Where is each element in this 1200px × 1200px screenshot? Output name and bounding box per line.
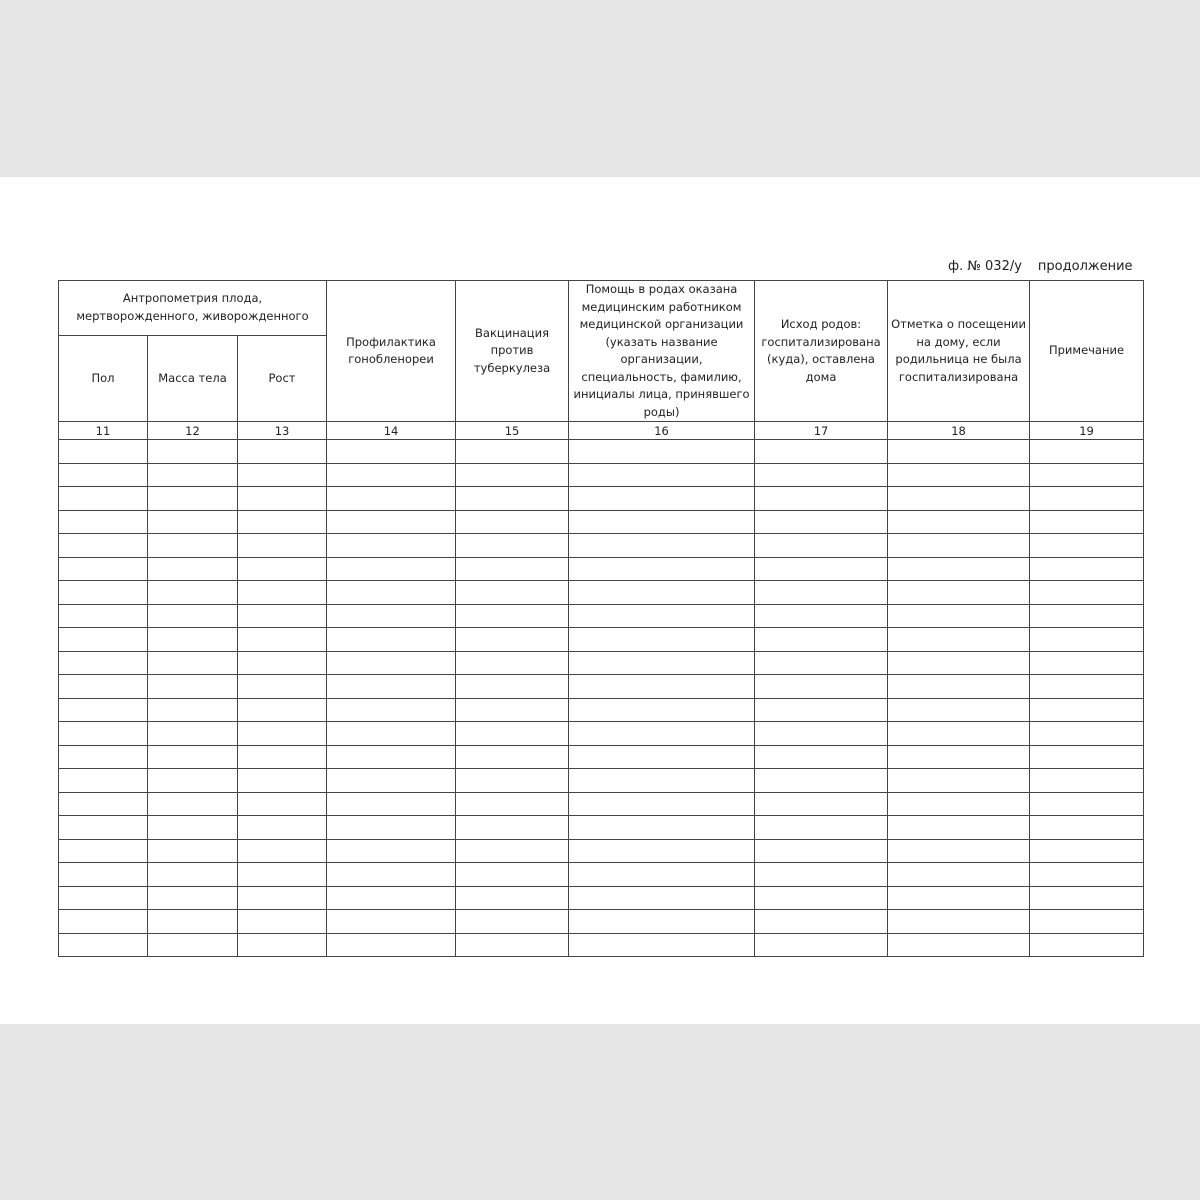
table-cell-col-11[interactable]	[59, 863, 148, 887]
form-code: ф. № 032/у	[948, 259, 1022, 274]
table-row	[59, 557, 1144, 581]
register-table	[58, 280, 1144, 957]
table-cell-col-16[interactable]	[569, 557, 755, 581]
table-row	[59, 487, 1144, 511]
table-cell-col-19[interactable]	[1030, 886, 1144, 910]
table-row	[59, 440, 1144, 464]
table-cell-col-14[interactable]	[327, 628, 456, 652]
table-row	[59, 651, 1144, 675]
table-cell-col-19[interactable]	[1030, 604, 1144, 628]
table-cell-col-11[interactable]	[59, 651, 148, 675]
table-row	[59, 792, 1144, 816]
table-cell-col-17[interactable]	[755, 745, 888, 769]
table-cell-col-15[interactable]	[456, 604, 569, 628]
table-cell-col-14[interactable]	[327, 792, 456, 816]
table-cell-col-18[interactable]	[888, 745, 1030, 769]
table-cell-col-11[interactable]	[59, 816, 148, 840]
table-cell-col-18[interactable]	[888, 698, 1030, 722]
table-cell-col-17[interactable]	[755, 933, 888, 957]
table-cell-col-14[interactable]	[327, 769, 456, 793]
table-cell-col-12[interactable]	[148, 487, 238, 511]
table-cell-col-19[interactable]	[1030, 839, 1144, 863]
table-cell-col-13[interactable]	[238, 910, 327, 934]
table-cell-col-15[interactable]	[456, 557, 569, 581]
table-cell-col-11[interactable]	[59, 698, 148, 722]
col-12-header: Масса тела	[148, 335, 238, 421]
table-cell-col-16[interactable]	[569, 487, 755, 511]
table-cell-col-17[interactable]	[755, 651, 888, 675]
table-cell-col-13[interactable]	[238, 651, 327, 675]
table-row	[59, 816, 1144, 840]
table-cell-col-13[interactable]	[238, 604, 327, 628]
table-cell-col-15[interactable]	[456, 722, 569, 746]
table-cell-col-18[interactable]	[888, 886, 1030, 910]
table-cell-col-15[interactable]	[456, 839, 569, 863]
table-cell-col-14[interactable]	[327, 745, 456, 769]
table-cell-col-14[interactable]	[327, 886, 456, 910]
table-cell-col-14[interactable]	[327, 534, 456, 558]
table-cell-col-15[interactable]	[456, 698, 569, 722]
table-cell-col-16[interactable]	[569, 933, 755, 957]
table-cell-col-14[interactable]	[327, 863, 456, 887]
table-cell-col-17[interactable]	[755, 769, 888, 793]
column-number: 19	[1030, 422, 1144, 440]
table-cell-col-11[interactable]	[59, 886, 148, 910]
table-cell-col-15[interactable]	[456, 440, 569, 464]
table-cell-col-14[interactable]	[327, 722, 456, 746]
table-cell-col-19[interactable]	[1030, 534, 1144, 558]
table-cell-col-16[interactable]	[569, 839, 755, 863]
table-cell-col-11[interactable]	[59, 463, 148, 487]
col-13-header: Рост	[238, 335, 327, 421]
table-cell-col-14[interactable]	[327, 910, 456, 934]
table-cell-col-16[interactable]	[569, 581, 755, 605]
continuation-label: продолжение	[1037, 259, 1133, 274]
table-cell-col-15[interactable]	[456, 886, 569, 910]
table-cell-col-11[interactable]	[59, 440, 148, 464]
table-cell-col-15[interactable]	[456, 463, 569, 487]
table-cell-col-12[interactable]	[148, 581, 238, 605]
table-cell-col-16[interactable]	[569, 863, 755, 887]
table-cell-col-16[interactable]	[569, 675, 755, 699]
table-cell-col-18[interactable]	[888, 487, 1030, 511]
table-row	[59, 886, 1144, 910]
form-sheet	[0, 177, 1200, 1024]
table-cell-col-15[interactable]	[456, 769, 569, 793]
table-cell-col-12[interactable]	[148, 675, 238, 699]
table-cell-col-11[interactable]	[59, 933, 148, 957]
table-cell-col-18[interactable]	[888, 651, 1030, 675]
col-14-header: Профилактика гонобленореи	[327, 281, 456, 422]
table-cell-col-18[interactable]	[888, 581, 1030, 605]
table-cell-col-13[interactable]	[238, 722, 327, 746]
table-cell-col-16[interactable]	[569, 886, 755, 910]
table-cell-col-18[interactable]	[888, 792, 1030, 816]
table-cell-col-19[interactable]	[1030, 557, 1144, 581]
table-cell-col-14[interactable]	[327, 651, 456, 675]
table-cell-col-16[interactable]	[569, 510, 755, 534]
table-cell-col-14[interactable]	[327, 698, 456, 722]
table-cell-col-18[interactable]	[888, 769, 1030, 793]
table-cell-col-18[interactable]	[888, 463, 1030, 487]
table-cell-col-14[interactable]	[327, 839, 456, 863]
table-cell-col-11[interactable]	[59, 769, 148, 793]
table-cell-col-12[interactable]	[148, 863, 238, 887]
table-row	[59, 910, 1144, 934]
table-cell-col-19[interactable]	[1030, 769, 1144, 793]
table-row	[59, 534, 1144, 558]
column-number: 18	[888, 422, 1030, 440]
table-cell-col-17[interactable]	[755, 487, 888, 511]
table-cell-col-15[interactable]	[456, 487, 569, 511]
table-cell-col-17[interactable]	[755, 886, 888, 910]
column-number: 15	[456, 422, 569, 440]
table-cell-col-13[interactable]	[238, 628, 327, 652]
table-cell-col-14[interactable]	[327, 487, 456, 511]
table-cell-col-17[interactable]	[755, 698, 888, 722]
table-cell-col-15[interactable]	[456, 816, 569, 840]
table-cell-col-14[interactable]	[327, 675, 456, 699]
table-cell-col-18[interactable]	[888, 722, 1030, 746]
col-16-header: Помощь в родах оказана медицинским работником медицинской организации (указать название организации, специальность, фамилию, инициалы лица, принявшего роды)	[569, 281, 755, 422]
table-cell-col-18[interactable]	[888, 839, 1030, 863]
col-11-header: Пол	[59, 335, 148, 421]
table-cell-col-17[interactable]	[755, 722, 888, 746]
table-cell-col-12[interactable]	[148, 604, 238, 628]
table-cell-col-18[interactable]	[888, 933, 1030, 957]
column-number: 13	[238, 422, 327, 440]
table-cell-col-11[interactable]	[59, 839, 148, 863]
table-cell-col-15[interactable]	[456, 933, 569, 957]
table-cell-col-16[interactable]	[569, 769, 755, 793]
table-row	[59, 628, 1144, 652]
table-cell-col-13[interactable]	[238, 816, 327, 840]
table-cell-col-18[interactable]	[888, 510, 1030, 534]
table-cell-col-15[interactable]	[456, 581, 569, 605]
table-cell-col-15[interactable]	[456, 792, 569, 816]
table-cell-col-14[interactable]	[327, 557, 456, 581]
table-cell-col-13[interactable]	[238, 534, 327, 558]
table-row	[59, 722, 1144, 746]
table-cell-col-12[interactable]	[148, 440, 238, 464]
table-cell-col-11[interactable]	[59, 628, 148, 652]
table-cell-col-12[interactable]	[148, 534, 238, 558]
table-cell-col-16[interactable]	[569, 463, 755, 487]
table-cell-col-11[interactable]	[59, 487, 148, 511]
table-cell-col-19[interactable]	[1030, 722, 1144, 746]
table-cell-col-11[interactable]	[59, 745, 148, 769]
table-cell-col-13[interactable]	[238, 463, 327, 487]
table-cell-col-11[interactable]	[59, 910, 148, 934]
table-cell-col-19[interactable]	[1030, 792, 1144, 816]
anthropometry-group-header: Антропометрия плода, мертворожденного, живорожденного	[59, 281, 327, 336]
table-cell-col-11[interactable]	[59, 604, 148, 628]
table-cell-col-18[interactable]	[888, 628, 1030, 652]
table-cell-col-19[interactable]	[1030, 698, 1144, 722]
table-cell-col-19[interactable]	[1030, 816, 1144, 840]
table-cell-col-16[interactable]	[569, 440, 755, 464]
table-cell-col-17[interactable]	[755, 675, 888, 699]
table-cell-col-11[interactable]	[59, 792, 148, 816]
table-cell-col-13[interactable]	[238, 933, 327, 957]
col-15-header: Вакцинация против туберкулеза	[456, 281, 569, 422]
table-cell-col-12[interactable]	[148, 722, 238, 746]
table-cell-col-18[interactable]	[888, 863, 1030, 887]
table-cell-col-19[interactable]	[1030, 628, 1144, 652]
table-cell-col-11[interactable]	[59, 510, 148, 534]
table-cell-col-16[interactable]	[569, 534, 755, 558]
table-cell-col-16[interactable]	[569, 816, 755, 840]
table-cell-col-15[interactable]	[456, 628, 569, 652]
table-cell-col-17[interactable]	[755, 839, 888, 863]
table-cell-col-12[interactable]	[148, 792, 238, 816]
table-row	[59, 745, 1144, 769]
table-cell-col-12[interactable]	[148, 816, 238, 840]
table-cell-col-12[interactable]	[148, 510, 238, 534]
table-row	[59, 581, 1144, 605]
table-cell-col-13[interactable]	[238, 839, 327, 863]
table-cell-col-15[interactable]	[456, 675, 569, 699]
table-cell-col-12[interactable]	[148, 886, 238, 910]
table-cell-col-19[interactable]	[1030, 675, 1144, 699]
table-cell-col-16[interactable]	[569, 698, 755, 722]
table-row	[59, 510, 1144, 534]
table-cell-col-13[interactable]	[238, 886, 327, 910]
table-row	[59, 698, 1144, 722]
table-cell-col-13[interactable]	[238, 792, 327, 816]
table-cell-col-17[interactable]	[755, 534, 888, 558]
table-cell-col-16[interactable]	[569, 722, 755, 746]
table-cell-col-17[interactable]	[755, 792, 888, 816]
table-cell-col-12[interactable]	[148, 698, 238, 722]
table-cell-col-17[interactable]	[755, 816, 888, 840]
table-cell-col-14[interactable]	[327, 933, 456, 957]
col-18-header: Отметка о посещении на дому, если родильница не была госпитализирована	[888, 281, 1030, 422]
table-cell-col-15[interactable]	[456, 651, 569, 675]
table-cell-col-13[interactable]	[238, 769, 327, 793]
table-cell-col-13[interactable]	[238, 487, 327, 511]
table-cell-col-13[interactable]	[238, 557, 327, 581]
column-number: 11	[59, 422, 148, 440]
table-cell-col-11[interactable]	[59, 581, 148, 605]
table-cell-col-17[interactable]	[755, 557, 888, 581]
table-cell-col-17[interactable]	[755, 463, 888, 487]
table-cell-col-15[interactable]	[456, 910, 569, 934]
table-cell-col-13[interactable]	[238, 581, 327, 605]
table-cell-col-19[interactable]	[1030, 581, 1144, 605]
table-cell-col-15[interactable]	[456, 510, 569, 534]
table-cell-col-17[interactable]	[755, 628, 888, 652]
table-cell-col-12[interactable]	[148, 910, 238, 934]
table-row	[59, 463, 1144, 487]
table-cell-col-13[interactable]	[238, 745, 327, 769]
table-cell-col-19[interactable]	[1030, 440, 1144, 464]
table-row	[59, 933, 1144, 957]
table-cell-col-11[interactable]	[59, 722, 148, 746]
table-cell-col-16[interactable]	[569, 910, 755, 934]
table-cell-col-12[interactable]	[148, 651, 238, 675]
table-cell-col-17[interactable]	[755, 510, 888, 534]
table-cell-col-11[interactable]	[59, 675, 148, 699]
column-number: 12	[148, 422, 238, 440]
column-number: 17	[755, 422, 888, 440]
table-row	[59, 839, 1144, 863]
table-cell-col-15[interactable]	[456, 745, 569, 769]
table-row	[59, 675, 1144, 699]
table-cell-col-15[interactable]	[456, 863, 569, 887]
table-row	[59, 863, 1144, 887]
table-cell-col-14[interactable]	[327, 440, 456, 464]
table-cell-col-12[interactable]	[148, 769, 238, 793]
table-cell-col-19[interactable]	[1030, 863, 1144, 887]
table-cell-col-17[interactable]	[755, 863, 888, 887]
table-cell-col-19[interactable]	[1030, 510, 1144, 534]
table-row	[59, 769, 1144, 793]
table-cell-col-13[interactable]	[238, 510, 327, 534]
table-cell-col-16[interactable]	[569, 651, 755, 675]
table-cell-col-13[interactable]	[238, 675, 327, 699]
table-cell-col-14[interactable]	[327, 816, 456, 840]
table-cell-col-16[interactable]	[569, 792, 755, 816]
table-cell-col-13[interactable]	[238, 863, 327, 887]
table-cell-col-18[interactable]	[888, 534, 1030, 558]
table-cell-col-12[interactable]	[148, 628, 238, 652]
table-cell-col-15[interactable]	[456, 534, 569, 558]
table-cell-col-19[interactable]	[1030, 745, 1144, 769]
table-cell-col-17[interactable]	[755, 581, 888, 605]
table-cell-col-13[interactable]	[238, 698, 327, 722]
table-cell-col-12[interactable]	[148, 463, 238, 487]
table-cell-col-14[interactable]	[327, 510, 456, 534]
table-cell-col-18[interactable]	[888, 816, 1030, 840]
table-cell-col-17[interactable]	[755, 604, 888, 628]
column-number-row	[59, 422, 1144, 440]
table-cell-col-18[interactable]	[888, 675, 1030, 699]
table-cell-col-12[interactable]	[148, 557, 238, 581]
table-cell-col-19[interactable]	[1030, 487, 1144, 511]
table-cell-col-18[interactable]	[888, 557, 1030, 581]
table-cell-col-12[interactable]	[148, 745, 238, 769]
table-cell-col-16[interactable]	[569, 745, 755, 769]
table-cell-col-14[interactable]	[327, 604, 456, 628]
table-row	[59, 604, 1144, 628]
table-cell-col-17[interactable]	[755, 440, 888, 464]
table-cell-col-17[interactable]	[755, 910, 888, 934]
col-19-header: Примечание	[1030, 281, 1144, 422]
table-cell-col-19[interactable]	[1030, 933, 1144, 957]
table-cell-col-12[interactable]	[148, 933, 238, 957]
table-cell-col-18[interactable]	[888, 440, 1030, 464]
table-cell-col-13[interactable]	[238, 440, 327, 464]
table-cell-col-11[interactable]	[59, 534, 148, 558]
form-code-label	[948, 259, 1133, 274]
table-cell-col-12[interactable]	[148, 839, 238, 863]
table-cell-col-19[interactable]	[1030, 910, 1144, 934]
table-cell-col-19[interactable]	[1030, 463, 1144, 487]
table-cell-col-19[interactable]	[1030, 651, 1144, 675]
column-number: 14	[327, 422, 456, 440]
table-cell-col-11[interactable]	[59, 557, 148, 581]
table-cell-col-14[interactable]	[327, 463, 456, 487]
table-cell-col-18[interactable]	[888, 604, 1030, 628]
table-cell-col-18[interactable]	[888, 910, 1030, 934]
col-17-header: Исход родов: госпитализирована (куда), оставлена дома	[755, 281, 888, 422]
table-cell-col-14[interactable]	[327, 581, 456, 605]
table-cell-col-16[interactable]	[569, 604, 755, 628]
column-number: 16	[569, 422, 755, 440]
table-cell-col-16[interactable]	[569, 628, 755, 652]
